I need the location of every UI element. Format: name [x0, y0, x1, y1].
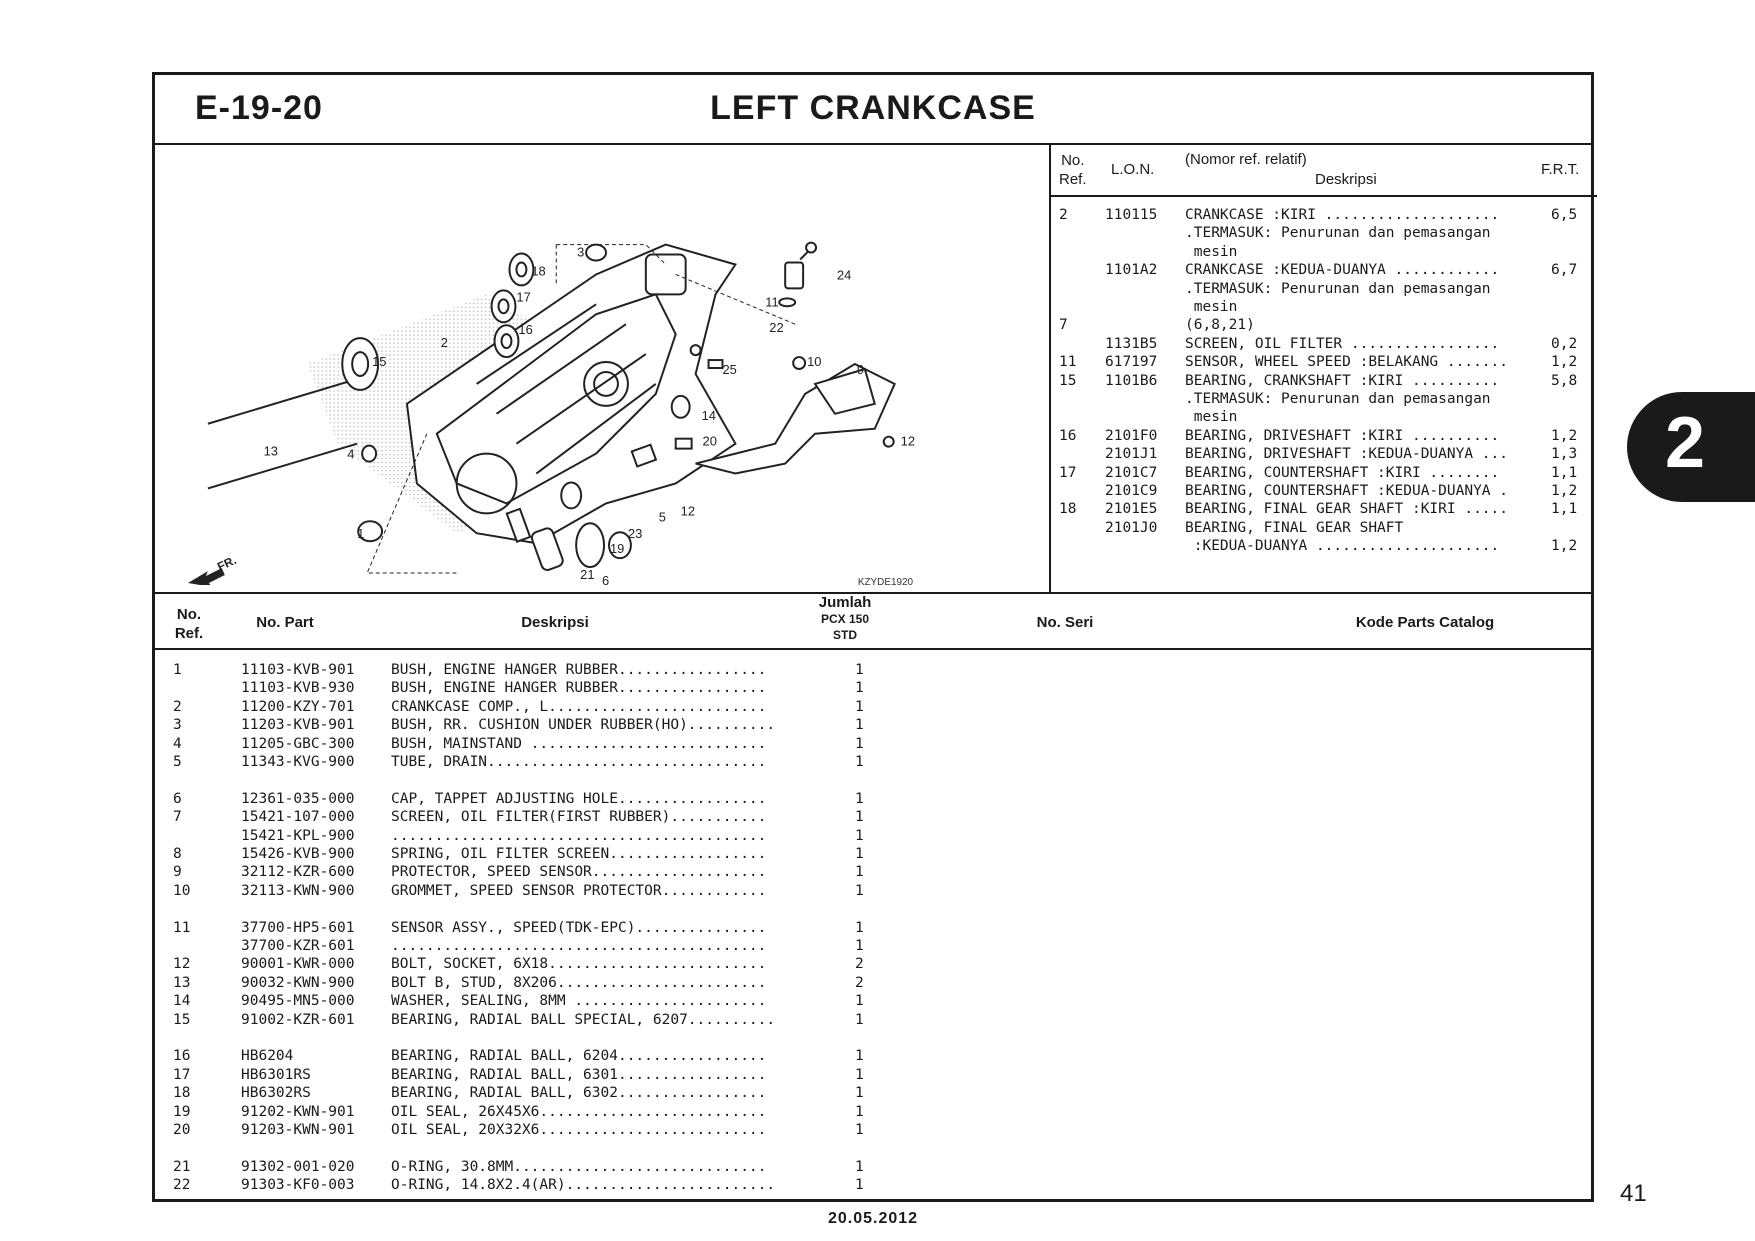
callout-3: 3 — [577, 244, 585, 260]
row-part-number: 11200-KZY-701 — [241, 698, 355, 715]
row-part-number: 11103-KVB-901 — [241, 662, 355, 678]
frt-value: 1,2 — [1551, 354, 1578, 371]
section-tab — [1627, 392, 1755, 502]
row-ref: 18 — [173, 1085, 191, 1102]
callout-12b: 12 — [680, 503, 696, 519]
row-quantity: 1 — [855, 680, 864, 697]
table-row — [155, 901, 1055, 919]
table-row — [155, 736, 1055, 754]
section-tab-number: 2 — [1665, 403, 1706, 483]
row-description: BOLT B, STUD, 8X206........................ — [391, 974, 767, 991]
table-row — [155, 680, 1055, 698]
diagram-code: KZYDE1920 — [857, 577, 914, 585]
row-ref: 17 — [173, 1066, 191, 1083]
row-description: ........................................... — [391, 827, 767, 844]
row-quantity: 1 — [855, 1011, 864, 1028]
frt-desc: BEARING, DRIVESHAFT :KIRI .......... — [1185, 427, 1500, 444]
table-row — [155, 920, 1055, 938]
frt-desc: .TERMASUK: Penurunan dan pemasangan — [1185, 280, 1491, 297]
col-header-desc: Deskripsi — [521, 614, 589, 631]
frt-lon: 1101B6 — [1105, 372, 1158, 389]
frt-header-frt: F.R.T. — [1541, 161, 1580, 178]
row-quantity: 1 — [855, 662, 864, 678]
row-description: SPRING, OIL FILTER SCREEN.................. — [391, 846, 767, 862]
col-header-std: STD — [833, 628, 857, 642]
row-ref: 16 — [173, 1048, 191, 1065]
row-quantity: 2 — [855, 956, 864, 973]
frt-ref: 7 — [1059, 317, 1068, 334]
print-date: 20.05.2012 — [828, 1210, 919, 1227]
callout-21: 21 — [580, 567, 595, 583]
row-part-number: 15426-KVB-900 — [241, 846, 355, 862]
frt-lon: 1131B5 — [1105, 335, 1158, 352]
callout-22: 22 — [769, 320, 784, 336]
row-description: ........................................... — [391, 938, 767, 954]
row-ref: 15 — [173, 1011, 191, 1028]
table-row — [155, 1122, 1055, 1140]
row-part-number: 37700-KZR-601 — [241, 938, 355, 954]
frt-desc: mesin — [1185, 299, 1238, 315]
frt-value: 1,2 — [1551, 483, 1578, 499]
row-description: BOLT, SOCKET, 6X18......................... — [391, 956, 767, 973]
callout-13a: 13 — [263, 443, 278, 459]
callout-11: 11 — [765, 294, 779, 310]
table-row — [155, 1159, 1055, 1177]
callout-2: 2 — [440, 335, 448, 351]
row-part-number: 12361-035-000 — [241, 790, 355, 807]
table-row — [155, 1085, 1055, 1103]
row-description: PROTECTOR, SPEED SENSOR.................... — [391, 864, 767, 881]
frt-value: 5,8 — [1551, 372, 1578, 389]
row-quantity: 1 — [855, 790, 864, 807]
frt-value: 1,3 — [1551, 446, 1578, 463]
callout-20: 20 — [702, 433, 717, 449]
frt-value: 6,7 — [1551, 262, 1578, 279]
frt-desc: CRANKCASE :KIRI .................... — [1185, 207, 1500, 223]
row-quantity: 1 — [855, 864, 864, 881]
table-row — [155, 938, 1055, 956]
callout-17: 17 — [516, 289, 531, 305]
row-quantity: 1 — [855, 938, 864, 954]
row-quantity: 1 — [855, 1085, 864, 1102]
row-description: BEARING, RADIAL BALL, 6301................. — [391, 1066, 767, 1083]
table-row — [155, 717, 1055, 735]
table-row — [155, 1012, 1055, 1030]
row-quantity: 1 — [855, 846, 864, 862]
row-description: BEARING, RADIAL BALL SPECIAL, 6207.......... — [391, 1011, 776, 1028]
table-row — [155, 1140, 1055, 1158]
row-part-number: 11203-KVB-901 — [241, 717, 355, 734]
col-header-ref-line2: Ref. — [174, 625, 204, 642]
row-description: TUBE, DRAIN................................ — [391, 754, 767, 770]
table-row — [155, 956, 1055, 974]
row-description: O-RING, 30.8MM............................. — [391, 1158, 767, 1175]
frt-lon: 2101C9 — [1105, 483, 1158, 499]
row-part-number: 11205-GBC-300 — [241, 735, 355, 752]
row-part-number: HB6301RS — [241, 1066, 311, 1083]
row-ref: 3 — [173, 717, 182, 734]
row-part-number: 11343-KVG-900 — [241, 754, 355, 770]
frt-desc: SENSOR, WHEEL SPEED :BELAKANG ....... — [1185, 354, 1509, 371]
row-description: BEARING, RADIAL BALL, 6204................. — [391, 1048, 767, 1065]
table-row — [155, 699, 1055, 717]
row-description: BUSH, ENGINE HANGER RUBBER................. — [391, 680, 767, 697]
row-description: O-RING, 14.8X2.4(AR)........................ — [391, 1177, 776, 1194]
row-quantity: 1 — [855, 919, 864, 936]
row-part-number: 91202-KWN-901 — [241, 1103, 355, 1120]
row-ref: 4 — [173, 735, 182, 752]
row-quantity: 1 — [855, 993, 864, 1010]
callout-16: 16 — [518, 322, 533, 338]
row-ref: 9 — [173, 864, 182, 881]
col-header-serial: No. Seri — [1036, 614, 1094, 631]
callout-25: 25 — [722, 361, 737, 377]
row-ref: 21 — [173, 1158, 191, 1175]
callout-4: 4 — [347, 446, 355, 462]
col-header-ref-line1: No. — [176, 606, 202, 623]
table-row — [155, 975, 1055, 993]
callout-10: 10 — [807, 354, 822, 370]
row-part-number: 32113-KWN-900 — [241, 882, 355, 899]
row-ref: 14 — [173, 993, 191, 1010]
callout-18: 18 — [531, 263, 546, 279]
table-row — [155, 864, 1055, 882]
row-quantity: 1 — [855, 1122, 864, 1138]
frt-lon: 2101J1 — [1105, 446, 1158, 463]
table-row — [155, 1048, 1055, 1066]
row-quantity: 1 — [855, 1158, 864, 1175]
row-quantity: 1 — [855, 882, 864, 899]
frt-desc: .TERMASUK: Penurunan dan pemasangan — [1185, 225, 1491, 242]
row-ref: 19 — [173, 1103, 191, 1120]
frt-value: 0,2 — [1551, 335, 1578, 352]
table-row — [155, 754, 1055, 772]
row-quantity: 1 — [855, 1177, 864, 1194]
table-row — [155, 1104, 1055, 1122]
frt-desc: BEARING, FINAL GEAR SHAFT :KIRI ..... — [1185, 501, 1509, 518]
row-quantity: 1 — [855, 827, 864, 844]
parts-table — [155, 75, 1158, 1195]
row-ref: 6 — [173, 790, 182, 807]
col-header-model: PCX 150 — [820, 612, 870, 626]
row-part-number: 32112-KZR-600 — [241, 864, 355, 881]
frt-desc: BEARING, DRIVESHAFT :KEDUA-DUANYA ... — [1185, 446, 1509, 463]
table-row — [155, 993, 1055, 1011]
row-part-number: 91002-KZR-601 — [241, 1011, 355, 1028]
frt-value: 6,5 — [1551, 207, 1578, 223]
row-description: CAP, TAPPET ADJUSTING HOLE................. — [391, 790, 767, 807]
row-quantity: 1 — [855, 1103, 864, 1120]
frt-desc: BEARING, CRANKSHAFT :KIRI .......... — [1185, 372, 1500, 389]
row-part-number: 37700-HP5-601 — [241, 919, 355, 936]
row-quantity: 2 — [855, 974, 864, 991]
frt-desc: BEARING, COUNTERSHAFT :KEDUA-DUANYA . — [1185, 483, 1509, 499]
row-description: SCREEN, OIL FILTER(FIRST RUBBER)........... — [391, 809, 767, 826]
frt-lon: 2101J0 — [1105, 519, 1158, 536]
row-ref: 5 — [173, 754, 182, 770]
callout-14: 14 — [701, 407, 716, 423]
frt-desc: BEARING, FINAL GEAR SHAFT — [1185, 519, 1404, 536]
callout-12a: 12 — [900, 433, 916, 449]
frt-value: 1,1 — [1551, 501, 1578, 518]
frt-desc: mesin — [1185, 243, 1238, 260]
row-part-number: 15421-KPL-900 — [241, 827, 355, 844]
frt-desc: :KEDUA-DUANYA ..................... — [1185, 538, 1500, 555]
frt-lon: 110115 — [1105, 207, 1158, 223]
frt-ref: 11 — [1059, 354, 1077, 371]
row-description: BUSH, MAINSTAND ........................... — [391, 735, 767, 752]
row-ref: 13 — [173, 974, 191, 991]
table-row — [155, 846, 1055, 864]
row-ref: 2 — [173, 698, 182, 715]
row-part-number: 11103-KVB-930 — [241, 680, 355, 697]
row-ref: 20 — [173, 1122, 191, 1138]
row-quantity: 1 — [855, 698, 864, 715]
row-ref: 8 — [173, 846, 182, 862]
frt-lon: 2101E5 — [1105, 501, 1158, 518]
catalog-page-frame — [152, 72, 1594, 1202]
callout-15: 15 — [372, 354, 387, 370]
frt-desc: mesin — [1185, 409, 1238, 426]
row-ref: 7 — [173, 809, 182, 826]
row-ref: 12 — [173, 956, 191, 973]
frt-ref: 2 — [1059, 207, 1068, 223]
frt-header-desc-line1: (Nomor ref. relatif) — [1185, 151, 1307, 168]
row-part-number: 15421-107-000 — [241, 809, 355, 826]
row-part-number: 91303-KF0-003 — [241, 1177, 355, 1194]
frt-header-lon: L.O.N. — [1111, 161, 1155, 178]
frt-desc: CRANKCASE :KEDUA-DUANYA ............ — [1185, 262, 1500, 279]
frt-value: 1,2 — [1551, 427, 1578, 444]
row-part-number: 90032-KWN-900 — [241, 974, 355, 991]
row-ref: 11 — [173, 919, 191, 936]
callout-23: 23 — [627, 526, 643, 542]
frt-ref: 16 — [1059, 427, 1077, 444]
table-row — [155, 1030, 1055, 1048]
table-row — [155, 662, 1055, 680]
row-quantity: 1 — [855, 717, 864, 734]
row-ref: 10 — [173, 882, 191, 899]
col-header-part: No. Part — [256, 614, 314, 631]
row-part-number: 90001-KWR-000 — [241, 956, 355, 973]
row-description: BUSH, RR. CUSHION UNDER RUBBER(HO).......... — [391, 717, 776, 734]
frt-desc: BEARING, COUNTERSHAFT :KIRI ........ — [1185, 464, 1500, 481]
frt-lon: 617197 — [1105, 354, 1158, 371]
row-description: OIL SEAL, 26X45X6.......................... — [391, 1103, 767, 1120]
row-description: CRANKCASE COMP., L......................... — [391, 698, 767, 715]
frt-header-no: No. — [1061, 152, 1085, 169]
table-row — [155, 1177, 1055, 1195]
frt-value: 1,1 — [1551, 464, 1578, 481]
row-part-number: 91203-KWN-901 — [241, 1122, 355, 1138]
frt-ref: 18 — [1059, 501, 1077, 518]
frt-desc: (6,8,21) — [1185, 317, 1255, 334]
callout-5: 5 — [658, 509, 666, 525]
callout-24: 24 — [836, 267, 852, 283]
frt-header-ref: Ref. — [1059, 171, 1087, 188]
frt-header-desc-line2: Deskripsi — [1315, 171, 1377, 188]
row-part-number: 91302-001-020 — [241, 1158, 355, 1175]
callout-19: 19 — [610, 541, 625, 557]
row-description: WASHER, SEALING, 8MM ...................... — [391, 993, 767, 1010]
table-row — [155, 1067, 1055, 1085]
table-row — [155, 883, 1055, 901]
row-description: GROMMET, SPEED SENSOR PROTECTOR............ — [391, 882, 767, 899]
row-ref: 22 — [173, 1177, 191, 1194]
row-quantity: 1 — [855, 754, 864, 770]
table-row — [155, 772, 1055, 790]
row-ref: 1 — [173, 662, 182, 678]
col-header-jumlah: Jumlah — [818, 594, 872, 611]
callout-9: 9 — [856, 361, 865, 377]
section-code: E-19-20 — [195, 89, 323, 127]
row-quantity: 1 — [855, 1048, 864, 1065]
callout-1: 1 — [357, 526, 365, 542]
frt-lon: 2101C7 — [1105, 464, 1158, 481]
table-row — [155, 791, 1055, 809]
row-description: BEARING, RADIAL BALL, 6302................. — [391, 1085, 767, 1102]
row-quantity: 1 — [855, 809, 864, 826]
table-row — [155, 828, 1055, 846]
row-part-number: 90495-MN5-000 — [241, 993, 355, 1010]
frt-lon: 2101F0 — [1105, 427, 1158, 444]
frt-lon: 1101A2 — [1105, 262, 1158, 279]
row-description: BUSH, ENGINE HANGER RUBBER................. — [391, 662, 767, 678]
row-part-number: HB6204 — [241, 1048, 294, 1065]
frt-ref: 15 — [1059, 372, 1077, 389]
page-title: LEFT CRANKCASE — [710, 89, 1036, 127]
page-number: 41 — [1620, 1180, 1647, 1207]
callout-6: 6 — [602, 573, 610, 585]
frt-value: 1,2 — [1551, 538, 1578, 555]
row-part-number: HB6302RS — [241, 1085, 311, 1102]
row-quantity: 1 — [855, 1066, 864, 1083]
col-header-catalog: Kode Parts Catalog — [1355, 614, 1495, 631]
row-quantity: 1 — [855, 735, 864, 752]
row-description: SENSOR ASSY., SPEED(TDK-EPC)............... — [391, 919, 767, 936]
frt-desc: SCREEN, OIL FILTER ................. — [1185, 335, 1500, 352]
front-label: FR. — [215, 552, 239, 574]
frt-ref: 17 — [1059, 464, 1077, 481]
row-description: OIL SEAL, 20X32X6.......................... — [391, 1122, 767, 1138]
table-row — [155, 809, 1055, 827]
frt-desc: .TERMASUK: Penurunan dan pemasangan — [1185, 391, 1491, 407]
